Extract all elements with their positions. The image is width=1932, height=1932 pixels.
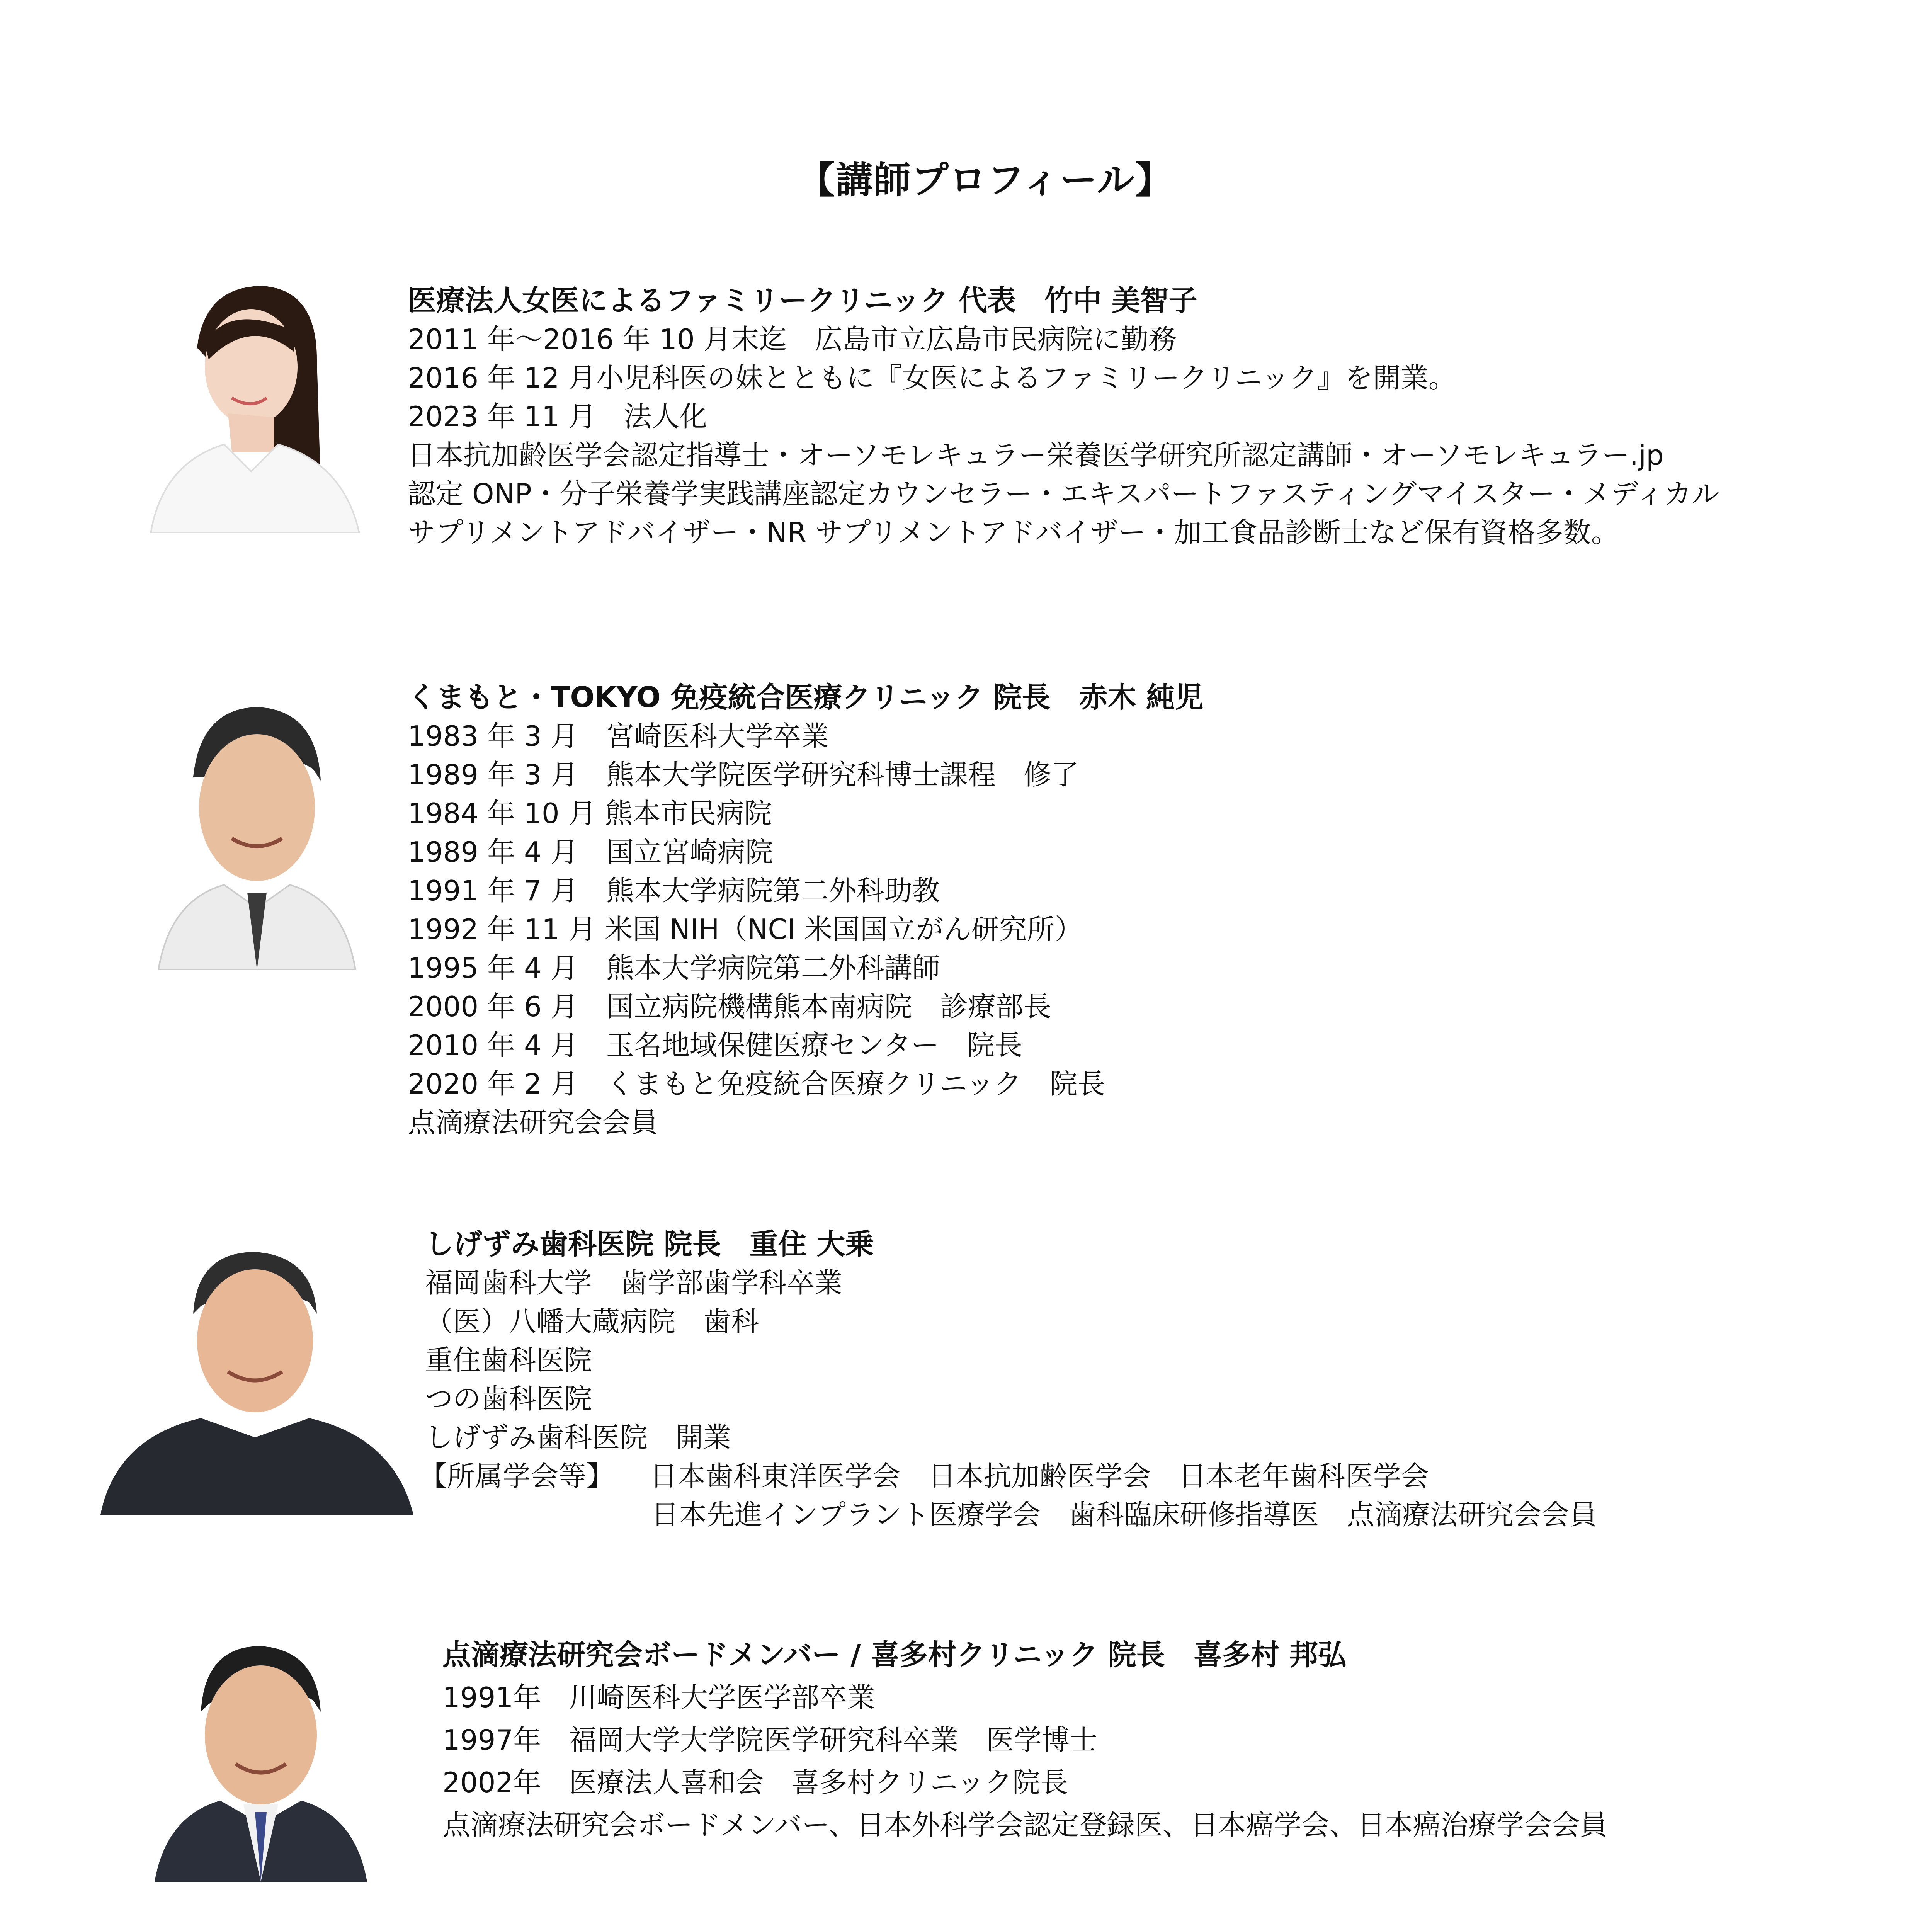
- profile-line: 2000 年 6 月 国立病院機構熊本南病院 診療部長: [408, 990, 1051, 1023]
- profile-text-takenaka: [408, 281, 1719, 552]
- profile-line: 2016 年 12 月小児科医の妹とともに『女医によるファミリークリニック』を開業。: [408, 362, 1456, 394]
- profile-line: つの歯科医院: [425, 1383, 592, 1415]
- profile-line: 1995 年 4 月 熊本大学病院第二外科講師: [408, 952, 940, 984]
- profile-line: 1984 年 10 月 熊本市民病院: [408, 797, 772, 830]
- profile-line: 2020 年 2 月 くまもと免疫統合医療クリニック 院長: [408, 1068, 1105, 1100]
- profile-line: 2023 年 11 月 法人化: [408, 400, 707, 433]
- affiliation-row: [419, 1457, 1597, 1495]
- profile-line: 1991 年 7 月 熊本大学病院第二外科助教: [408, 874, 940, 907]
- profile-text-shigezumi: [425, 1225, 874, 1457]
- profile-heading: しげずみ歯科医院 院長 重住 大乗: [425, 1228, 874, 1261]
- profile-photo-shigezumi: [100, 1236, 413, 1515]
- profile-heading: 医療法人女医によるファミリークリニック 代表 竹中 美智子: [408, 284, 1197, 317]
- profile-photo-takenaka: [135, 270, 375, 533]
- affiliation-line: 日本先進インプラント医療学会 歯科臨床研修指導医 点滴療法研究会会員: [651, 1498, 1597, 1531]
- profile-photo-kitamura: [151, 1631, 371, 1882]
- affiliation-line: 日本歯科東洋医学会 日本抗加齢医学会 日本老年歯科医学会: [650, 1460, 1429, 1492]
- profile-line: 点滴療法研究会会員: [408, 1106, 658, 1139]
- profile-line: 1989 年 4 月 国立宮崎病院: [408, 836, 773, 868]
- profile-text-kitamura: [442, 1634, 1607, 1846]
- profile-line: 福岡歯科大学 歯学部歯学科卒業: [425, 1267, 843, 1299]
- profile-line: （医）八幡大蔵病院 歯科: [425, 1305, 759, 1338]
- profile-line: しげずみ歯科医院 開業: [425, 1421, 731, 1454]
- profile-line: 1991年 川崎医科大学医学部卒業: [442, 1681, 875, 1714]
- profile-photo-akagi: [147, 692, 363, 970]
- profile-line: 2011 年～2016 年 10 月末迄 広島市立広島市民病院に勤務: [408, 323, 1177, 355]
- profile-heading: くまもと・TOKYO 免疫統合医療クリニック 院長 赤木 純児: [408, 681, 1204, 714]
- profile-line: 2010 年 4 月 玉名地域保健医療センター 院長: [408, 1029, 1022, 1061]
- profile-line: 1989 年 3 月 熊本大学院医学研究科博士課程 修了: [408, 759, 1079, 791]
- profile-line: 重住歯科医院: [425, 1344, 592, 1376]
- profile-line: 2002年 医療法人喜和会 喜多村クリニック院長: [442, 1766, 1068, 1799]
- profile-line: 1992 年 11 月 米国 NIH（NCI 米国国立がん研究所）: [408, 913, 1083, 946]
- page-title: 【講師プロフィール】: [798, 158, 1173, 202]
- profile-line: 点滴療法研究会ボードメンバー、日本外科学会認定登録医、日本癌学会、日本癌治療学会会員: [442, 1809, 1608, 1841]
- profile-line: サプリメントアドバイザー・NR サプリメントアドバイザー・加工食品診断士など保有資格多数。: [408, 516, 1619, 549]
- profile-text-akagi: [408, 678, 1203, 1142]
- profile-line: 1997年 福岡大学大学院医学研究科卒業 医学博士: [442, 1724, 1098, 1756]
- affiliation-block: [419, 1457, 1597, 1534]
- profile-line: 1983 年 3 月 宮崎医科大学卒業: [408, 720, 829, 752]
- profile-line: 認定 ONP・分子栄養学実践講座認定カウンセラー・エキスパートファスティングマイスター・メディカル: [408, 478, 1720, 510]
- profile-line: 日本抗加齢医学会認定指導士・オーソモレキュラー栄養医学研究所認定講師・オーソモレキュラー.jp: [408, 439, 1664, 471]
- profile-heading: 点滴療法研究会ボードメンバー / 喜多村クリニック 院長 喜多村 邦弘: [442, 1638, 1347, 1672]
- affiliation-label: 【所属学会等】: [419, 1460, 614, 1492]
